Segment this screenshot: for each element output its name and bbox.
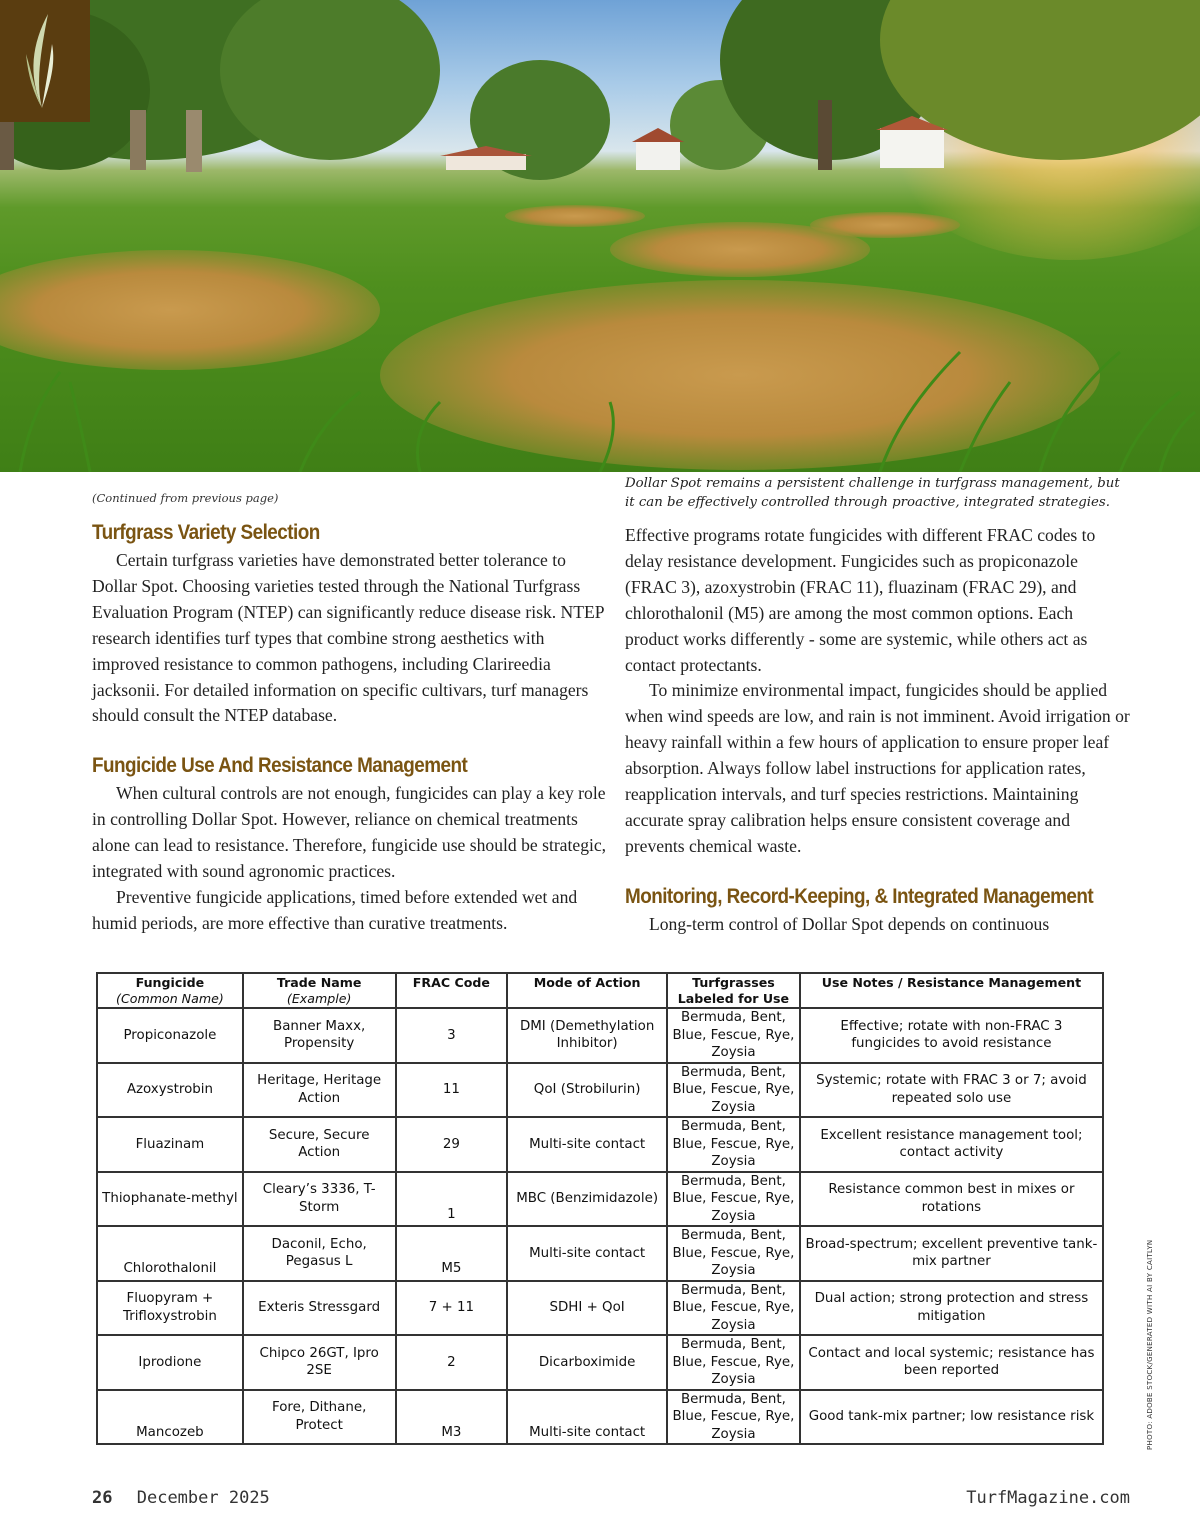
table-cell: Azoxystrobin [97,1063,243,1118]
table-cell: Chipco 26GT, Ipro 2SE [243,1335,396,1390]
table-cell: 2 [396,1335,508,1390]
table-cell: Bermuda, Bent, Blue, Fescue, Rye, Zoysia [667,1063,800,1118]
table-row [97,1117,1103,1172]
table-row [97,1008,1103,1063]
table-cell: Daconil, Echo, Pegasus L [243,1226,396,1281]
table-cell: Bermuda, Bent, Blue, Fescue, Rye, Zoysia [667,1335,800,1390]
photo-credit: PHOTO: ADOBE STOCK/GENERATED WITH AI BY CAITLYN [1146,1239,1154,1450]
table-cell: Propiconazole [97,1008,243,1063]
paragraph: Effective programs rotate fungicides with different FRAC codes to delay resistance development. Fungicides such as propiconazole (FRAC 3), azoxystrobin (FRAC 11), fluazinam (FRAC 29), and chlorothalonil (M5) are among the most common options. Each product works differently - some are systemic, while others act as contact protectants. [625,525,1096,675]
table-cell: Fluazinam [97,1117,243,1172]
table-cell: Fluopyram + Trifloxystrobin [97,1281,243,1336]
table-cell: Multi-site contact [507,1390,667,1445]
table-cell: Heritage, Heritage Action [243,1063,396,1118]
table-cell: Dual action; strong protection and stress mitigation [800,1281,1103,1336]
table-cell: QoI (Strobilurin) [507,1063,667,1118]
table-cell: Chlorothalonil [97,1226,243,1281]
table-cell: Bermuda, Bent, Blue, Fescue, Rye, Zoysia [667,1172,800,1227]
table-cell: Cleary’s 3336, T-Storm [243,1172,396,1227]
column-header: Fungicide (Common Name) [97,973,243,1008]
section-heading: Fungicide Use And Resistance Management [92,754,468,778]
section-heading: Turfgrass Variety Selection [92,521,320,544]
table-cell: Systemic; rotate with FRAC 3 or 7; avoid repeated solo use [800,1063,1103,1118]
column-header: FRAC Code [396,973,508,1008]
table-cell: Banner Maxx, Propensity [243,1008,396,1063]
table-cell: Thiophanate-methyl [97,1172,243,1227]
table-cell: 1 [396,1172,508,1227]
continued-note: (Continued from previous page) [92,491,279,505]
table-cell: Contact and local systemic; resistance has been reported [800,1335,1103,1390]
paragraph: Long-term control of Dollar Spot depends on continuous [649,913,1050,934]
dollar-spot-patch [810,212,960,238]
table-row [97,1281,1103,1336]
table-cell: Bermuda, Bent, Blue, Fescue, Rye, Zoysia [667,1008,800,1063]
table-cell: Exteris Stressgard [243,1281,396,1336]
table-cell: SDHI + QoI [507,1281,667,1336]
column-header: Use Notes / Resistance Management [800,973,1103,1008]
section-heading: Monitoring, Record-Keeping, & Integrated Management [625,884,1094,908]
hero-photo [0,0,1200,472]
table-cell: Multi-site contact [507,1117,667,1172]
grass-blades [0,312,1200,472]
table-cell: Excellent resistance management tool; contact activity [800,1117,1103,1172]
table-cell: 11 [396,1063,508,1118]
table-row [97,1226,1103,1281]
page-footer [92,1488,1130,1508]
table-cell: Multi-site contact [507,1226,667,1281]
table-cell: Bermuda, Bent, Blue, Fescue, Rye, Zoysia [667,1390,800,1445]
paragraph: Preventive fungicide applications, timed before extended wet and humid periods, are more effective than curative treatments. [92,886,578,933]
table-cell: Resistance common best in mixes or rotations [800,1172,1103,1227]
table-header-row [97,973,1103,1008]
column-header: Mode of Action [507,973,667,1008]
table-cell: 29 [396,1117,508,1172]
table-cell: Bermuda, Bent, Blue, Fescue, Rye, Zoysia [667,1117,800,1172]
table-row [97,1335,1103,1390]
table-cell: Dicarboximide [507,1335,667,1390]
page-number: 26 [92,1488,113,1508]
table-cell: DMI (Demethylation Inhibitor) [507,1008,667,1063]
paragraph: Certain turfgrass varieties have demonstrated better tolerance to Dollar Spot. Choosing varieties tested through the National Turfgrass Evaluation Program (NTEP) can significantly reduce disease risk. NTEP research identifies turf types that combine strong aesthetics with improved resistance to common pathogens, including Clarireedia jacksonii. For detailed information on specific cultivars, turf managers should consult the NTEP database. [92,550,604,726]
magazine-logo-tab [0,0,90,122]
table-cell: M3 [396,1390,508,1445]
table-cell: Bermuda, Bent, Blue, Fescue, Rye, Zoysia [667,1226,800,1281]
article-column-right [625,523,1130,938]
website-link[interactable]: TurfMagazine.com [966,1488,1130,1508]
table-cell: 7 + 11 [396,1281,508,1336]
table-cell: MBC (Benzimidazole) [507,1172,667,1227]
column-header: Trade Name (Example) [243,973,396,1008]
table-cell: M5 [396,1226,508,1281]
tree-line [0,0,1200,190]
table-row [97,1390,1103,1445]
paragraph: When cultural controls are not enough, fungicides can play a key role in controlling Dollar Spot. However, reliance on chemical treatments alone can lead to resistance. Therefore, fungicide use should be strategic, integrated with sound agronomic practices. [92,783,607,882]
table-cell: Fore, Dithane, Protect [243,1390,396,1445]
paragraph: To minimize environmental impact, fungicides should be applied when wind speeds are low, and rain is not imminent. Avoid irrigation or heavy rainfall within a few hours of application to ensure proper leaf absorption. Always follow label instructions for application rates, reapplication intervals, and turf species restrictions. Maintaining accurate spray calibration helps ensure consistent coverage and prevents chemical waste. [625,680,1130,856]
issue-date: December 2025 [136,1488,270,1508]
table-cell: Mancozeb [97,1390,243,1445]
table-cell: Broad-spectrum; excellent preventive tank-mix partner [800,1226,1103,1281]
photo-caption: Dollar Spot remains a persistent challenge in turfgrass management, but it can be effectively controlled through proactive, integrated strategies. [625,476,1120,510]
table-cell: 3 [396,1008,508,1063]
fungicide-table [96,972,1104,1445]
column-header: Turfgrasses Labeled for Use [667,973,800,1008]
table-row [97,1063,1103,1118]
table-cell: Secure, Secure Action [243,1117,396,1172]
table-cell: Iprodione [97,1335,243,1390]
table-row [97,1172,1103,1227]
table-cell: Bermuda, Bent, Blue, Fescue, Rye, Zoysia [667,1281,800,1336]
table-cell: Effective; rotate with non-FRAC 3 fungicides to avoid resistance [800,1008,1103,1063]
table-cell: Good tank-mix partner; low resistance risk [800,1390,1103,1445]
dollar-spot-patch [505,205,645,227]
article-column-left [92,518,607,937]
grass-blade-logo-icon [22,14,68,108]
